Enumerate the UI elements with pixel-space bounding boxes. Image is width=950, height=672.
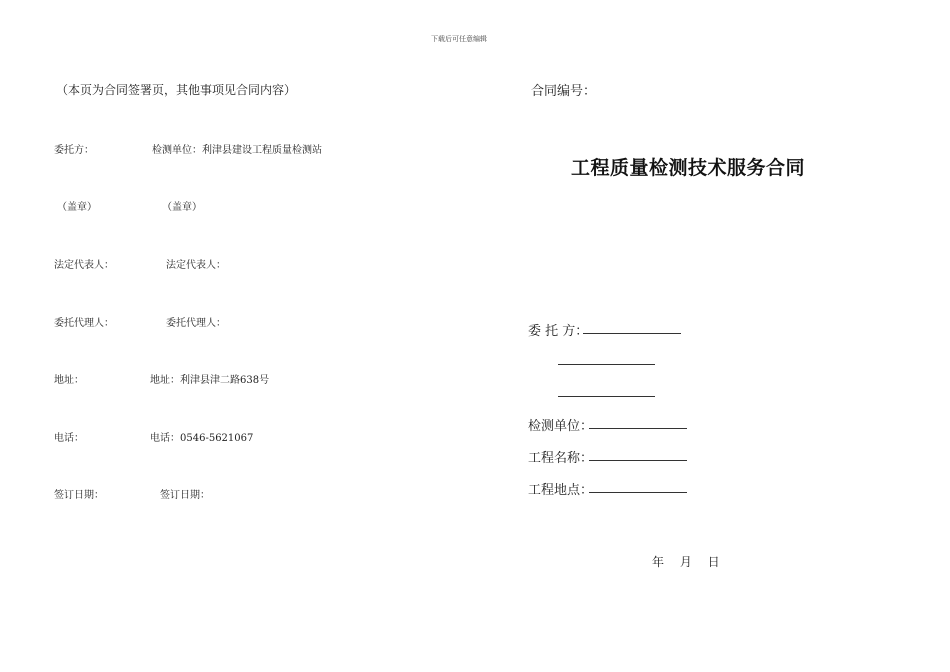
testing-unit-label: 检测单位：利津县建设工程质量检测站 [152, 145, 322, 156]
client-seal-label: （盖章） [57, 202, 97, 213]
testing-agent-label: 委托代理人： [166, 318, 226, 329]
client-address-label: 地址： [54, 375, 84, 386]
blank-fill-line-1 [558, 364, 655, 365]
client-label: 委托方： [54, 145, 94, 156]
testing-phone: 电话：0546-5621067 [150, 433, 254, 444]
client-fill-line [583, 333, 681, 334]
project-name-field-label: 工程名称： [528, 451, 594, 466]
testing-address: 地址：利津县津二路638号 [150, 375, 270, 386]
testing-sign-date-label: 签订日期： [160, 490, 210, 501]
project-location-fill-line [589, 492, 687, 493]
client-phone-label: 电话： [54, 433, 84, 444]
testing-seal-label: （盖章） [162, 202, 202, 213]
contract-number-label: 合同编号： [531, 84, 597, 99]
testing-unit-fill-line [589, 428, 687, 429]
testing-legal-rep-label: 法定代表人： [166, 260, 226, 271]
signature-page-note: （本页为合同签署页，其他事项见合同内容） [56, 83, 297, 97]
project-location-field-label: 工程地点： [528, 483, 594, 498]
contract-title: 工程质量检测技术服务合同 [571, 157, 806, 179]
client-sign-date-label: 签订日期： [54, 490, 104, 501]
blank-fill-line-2 [558, 396, 655, 397]
project-name-fill-line [589, 460, 687, 461]
client-legal-rep-label: 法定代表人： [54, 260, 114, 271]
client-field-label: 委 托 方： [528, 324, 589, 339]
page-header: 下载后可任意编辑 [431, 35, 487, 43]
date-line: 年 月 日 [652, 555, 720, 569]
client-agent-label: 委托代理人： [54, 318, 114, 329]
testing-unit-field-label: 检测单位： [528, 419, 594, 434]
